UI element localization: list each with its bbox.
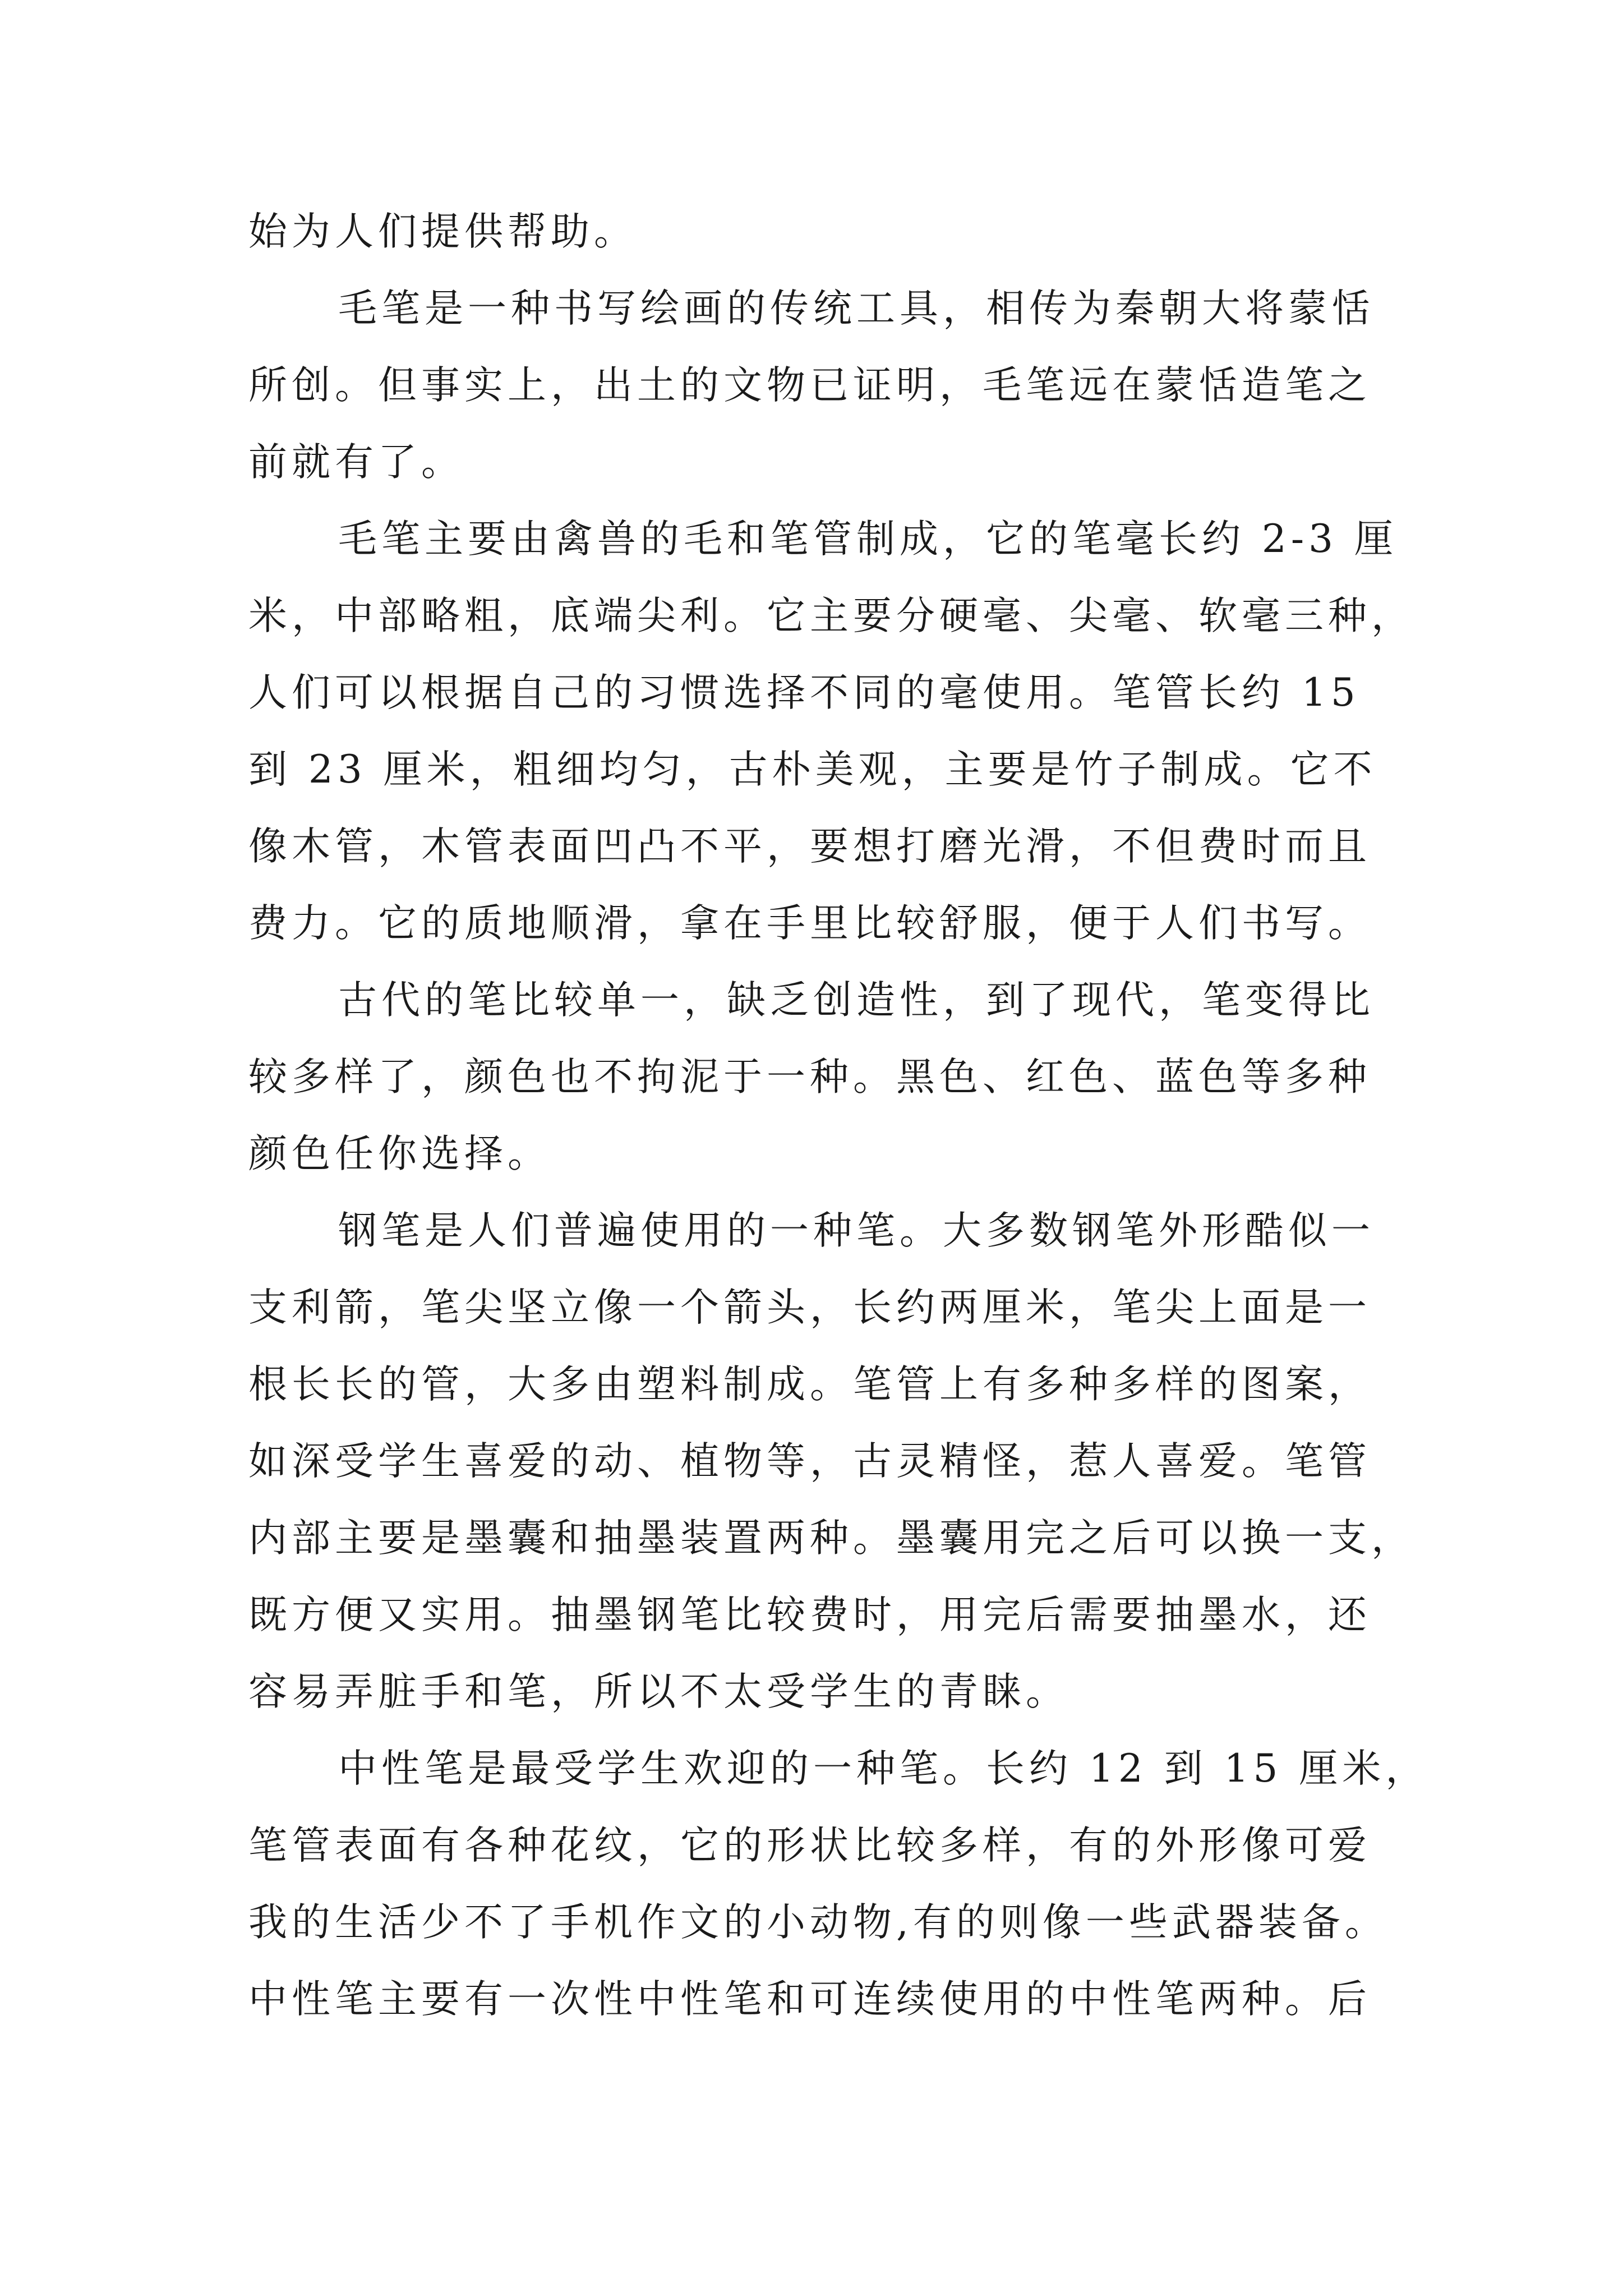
text-line: 人们可以根据自己的习惯选择不同的毫使用。笔管长约 15 (248, 670, 1360, 715)
text-line: 较多样了，颜色也不拘泥于一种。黑色、红色、蓝色等多种 (248, 1055, 1371, 1099)
paragraph-first-line: 钢笔是人们普遍使用的一种笔。大多数钢笔外形酷似一 (338, 1208, 1375, 1253)
text-line: 内部主要是墨囊和抽墨装置两种。墨囊用完之后可以换一支， (248, 1516, 1414, 1561)
text-line: 笔管表面有各种花纹，它的形状比较多样，有的外形像可爱 (248, 1823, 1371, 1868)
paragraph-first-line: 古代的笔比较单一，缺乏创造性，到了现代，笔变得比 (338, 978, 1375, 1023)
paragraph-first-line: 毛笔是一种书写绘画的传统工具，相传为秦朝大将蒙恬 (338, 286, 1375, 331)
body-text (248, 194, 1429, 2038)
text-line: 前就有了。 (248, 440, 464, 485)
text-line: 始为人们提供帮助。 (248, 209, 637, 254)
text-line: 中性笔主要有一次性中性笔和可连续使用的中性笔两种。后 (248, 1977, 1371, 2022)
text-line: 我的生活少不了手机作文的小动物,有的则像一些武器装备。 (248, 1900, 1388, 1945)
text-line: 根长长的管，大多由塑料制成。笔管上有多种多样的图案， (248, 1362, 1371, 1407)
text-line: 支利箭，笔尖坚立像一个箭头，长约两厘米，笔尖上面是一 (248, 1285, 1371, 1330)
text-line: 颜色任你选择。 (248, 1131, 551, 1176)
paragraph-first-line: 毛笔主要由禽兽的毛和笔管制成，它的笔毫长约 2-3 厘 (338, 517, 1398, 562)
text-line: 如深受学生喜爱的动、植物等，古灵精怪，惹人喜爱。笔管 (248, 1439, 1371, 1484)
text-line: 既方便又实用。抽墨钢笔比较费时，用完后需要抽墨水，还 (248, 1593, 1371, 1637)
text-line: 所创。但事实上，出土的文物已证明，毛笔远在蒙恬造笔之 (248, 363, 1371, 408)
text-line: 容易弄脏手和笔，所以不太受学生的青睐。 (248, 1669, 1069, 1714)
text-line: 像木管，木管表面凹凸不平，要想打磨光滑，不但费时而且 (248, 824, 1371, 869)
text-line: 到 23 厘米，粗细均匀，古朴美观，主要是竹子制成。它不 (248, 747, 1377, 792)
text-line: 米，中部略粗，底端尖利。它主要分硬毫、尖毫、软毫三种， (248, 593, 1414, 638)
paragraph-first-line: 中性笔是最受学生欢迎的一种笔。长约 12 到 15 厘米， (338, 1746, 1429, 1791)
text-line: 费力。它的质地顺滑，拿在手里比较舒服，便于人们书写。 (248, 901, 1371, 946)
